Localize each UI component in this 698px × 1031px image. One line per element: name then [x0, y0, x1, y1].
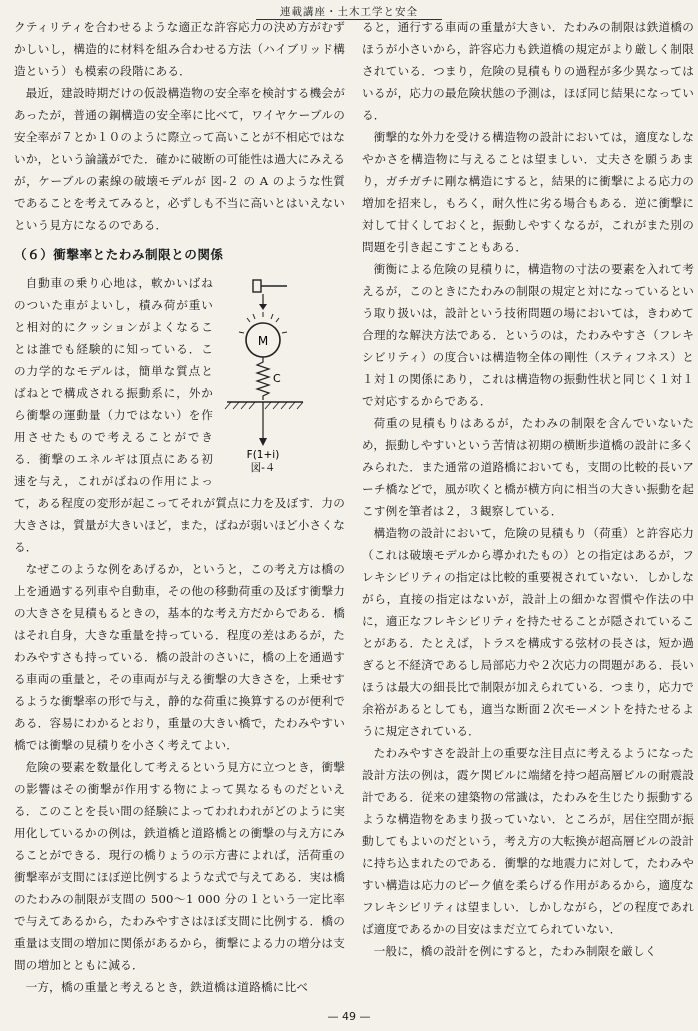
- spring-icon: [257, 357, 269, 400]
- page-footer: [0, 1010, 698, 1023]
- impact-arrowhead-icon: [259, 304, 267, 310]
- left-paragraph-6: 一方，橋の重量と考えるとき，鉄道橋は道路橋に比べ: [25, 980, 309, 994]
- left-column: [14, 16, 345, 996]
- right-paragraph-6: たわみやすさを設計上の重要な注目点に考えるようになった設計方法の例は，霞ケ関ビルに端緒を持つ超高層ビルの耐震設計である．従来の建築物の常識は，たわみを生じたり振動するような構造物をあまり扱っていない．ところが，居住空間が振動してもよいのだという，考え方の大転換が超高層ビルの設計に持ち込まれたのである．衝撃的な地震力に対して，たわみやすい構造は応力のピーク値を柔らげる作用があるから，適度なフレキシビリティは望ましい．しかしながら，どの程度であれば適度であるかの目安はまだ立てられていない．: [362, 746, 694, 936]
- section-heading: （６）衝撃率とたわみ制限との関係: [14, 247, 224, 262]
- force-arrowhead-icon: [259, 438, 267, 446]
- running-header: [0, 0, 698, 18]
- right-paragraph-4: 荷重の見積もりはあるが，たわみの制限を含んでいないため，振動しやすいという苦情は初期の横断歩道橋の設計に多くみられた．また通常の道路橋においても，支間の比較的長いアーチ橋などで，風が吹くと橋が横方向に相当の大きい振動を起こす例を筆者は２，３観察している．: [362, 416, 694, 518]
- left-paragraph-5: 危険の要素を数量化して考えるという見方に立つとき，衝撃の影響はその衝撃が作用する物によって異なるものだといえる．このことを長い間の経験によってわれわれがどのように実用化しているかの例は，鉄道橋と道路橋との衝撃の与え方にみることができる．現行の橋りょうの示方書によれば，活荷重の衝撃率が支間にほぼ逆比例するような式で与えてある．実は橋のたわみの制限が支間の 500～1 000 分の１という一定比率で与えてあるから，たわみやすさはほぼ支間に比例する．橋の重量は支間の増加に関係があるから，衝撃による力の増分は支間の増加とともに減る．: [14, 760, 345, 972]
- left-paragraph-4: なぜこのような例をあげるか，というと，この考え方は橋の上を通過する列車や自動車，その他の移動荷重の及ぼす衝撃力の大きさを見積もるときの，基本的な考え方だからである．橋はそれ自身，大きな重量を持っている．程度の差はあるが，たわみやすさも持っている．橋の設計のさいに，橋の上を通過する車両の重量と，その車両が与える衝撃の大きさを，上乗せするような衝撃率の形で与え，静的な荷重に換算するのが便利である．容易にわかるとおり，重量の大きい橋で，たわみやすい橋では衝撃の見積りを小さく考えてよい．: [14, 562, 345, 752]
- left-paragraph-1: クティリティを合わせるような適正な許容応力の決め方がむずかしいし，構造的に材料を組み合わせる方法（ハイブリッド構造という）も模索の段階にある．: [14, 20, 345, 78]
- right-paragraph-7: 一般に，橋の設計を例にすると，たわみ制限を厳しく: [373, 944, 657, 958]
- mass-label: M: [257, 334, 269, 348]
- left-paragraph-2: 最近，建設時期だけの仮設構造物の安全率を検討する機会があったが，普通の鋼構造の安全率に比べて，ワイヤケーブルの安全率が７とか１０のように際立って高いことが不相応ではないか，という論議がでた．確かに破断の可能性は過大にみえるが，ケーブルの素線の破壊モデルが 図-２ の A のような性質であることを考えてみると，必ずしも不当に高いとはいえないという見方になるのである．: [14, 86, 345, 232]
- running-title: 連載講座・土木工学と安全: [256, 6, 442, 20]
- hammer-head-icon: [253, 280, 261, 292]
- left-paragraph-3: 自動車の乗り心地は，軟かいばねのついた車がよいし，積み荷が重いと相対的にクッションがよくなることは誰でも経験的に知っている．この力学的なモデルは，簡単な質点とばねとで構成される振動系に，外から衝撃の運動量（力ではない）を作用させたもので考えることができる．衝撃のエネルギは頂点にある初速を与え，これがばねの作用によって，ある程度の変形が起こってそれが質点に力を及ぼす．力の大きさは，質量が大きいほど，また，ばねが弱いほど小さくなる．: [14, 276, 345, 554]
- right-column: [362, 16, 694, 996]
- mass-spring-diagram: [221, 274, 345, 474]
- force-label: F(1+i): [246, 449, 280, 461]
- page-number: — 49 —: [327, 1010, 371, 1023]
- right-paragraph-2: 衝撃的な外力を受ける構造物の設計においては，適度なしなやかさを構造物に与えることは望ましい．丈夫さを願うあまり，ガチガチに剛な構造にすると，結果的に衝撃による応力の増加を招来し，もろく，耐久性に劣る場合もある．逆に衝撃に対して甘くしておくと，振動しやすくなるが，これがまた別の問題を引き起こすこともある．: [362, 130, 694, 254]
- figure-4: [221, 274, 345, 474]
- spring-label: C: [273, 372, 281, 385]
- figure-caption: 図-４: [250, 462, 276, 474]
- right-paragraph-5: 構造物の設計において，危険の見積もり（荷重）と許容応力（これは破壊モデルから導かれたもの）との指定はあるが，フレキシビリティの指定は比較的重要視されていない．しかしながら，直接の指定はないが，設計上の細かな習慣や作法の中に，適正なフレキシビリティを持たせることが隠されていることがある．たとえば，トラスを構成する弦材の長さは，短か過ぎると不経済であるし局部応力や２次応力の問題がある．長いほうは最大の細長比で制限が加えられている．つまり，応力で余裕があるとしても，適当な断面２次モーメントを持たせるように規定されている．: [362, 526, 694, 738]
- right-paragraph-1: ると，通行する車両の重量が大きい．たわみの制限は鉄道橋のほうが小さいから，許容応力も鉄道橋の規定がより厳しく制限されている．つまり，危険の見積もりの過程が多少異なってはいるが，応力の最危険状態の予測は，ほぼ同じ結果になっている．: [362, 20, 694, 122]
- figure-text-block: [14, 272, 345, 558]
- ground-hatch: [225, 402, 303, 409]
- right-paragraph-3: 衝衡による危険の見積りに，構造物の寸法の要素を入れて考えるが，このときにたわみの制限の規定と対になっているという取り扱いは，設計という技術問題の場においては，きわめて合理的な解決方法である．というのは，たわみやすさ（フレキシビリティ）の度合いは構造物全体の剛性（スティフネス）と１対１の関係にあり，これは構造物の振動性状と同じく１対１で対応するからである．: [362, 262, 694, 408]
